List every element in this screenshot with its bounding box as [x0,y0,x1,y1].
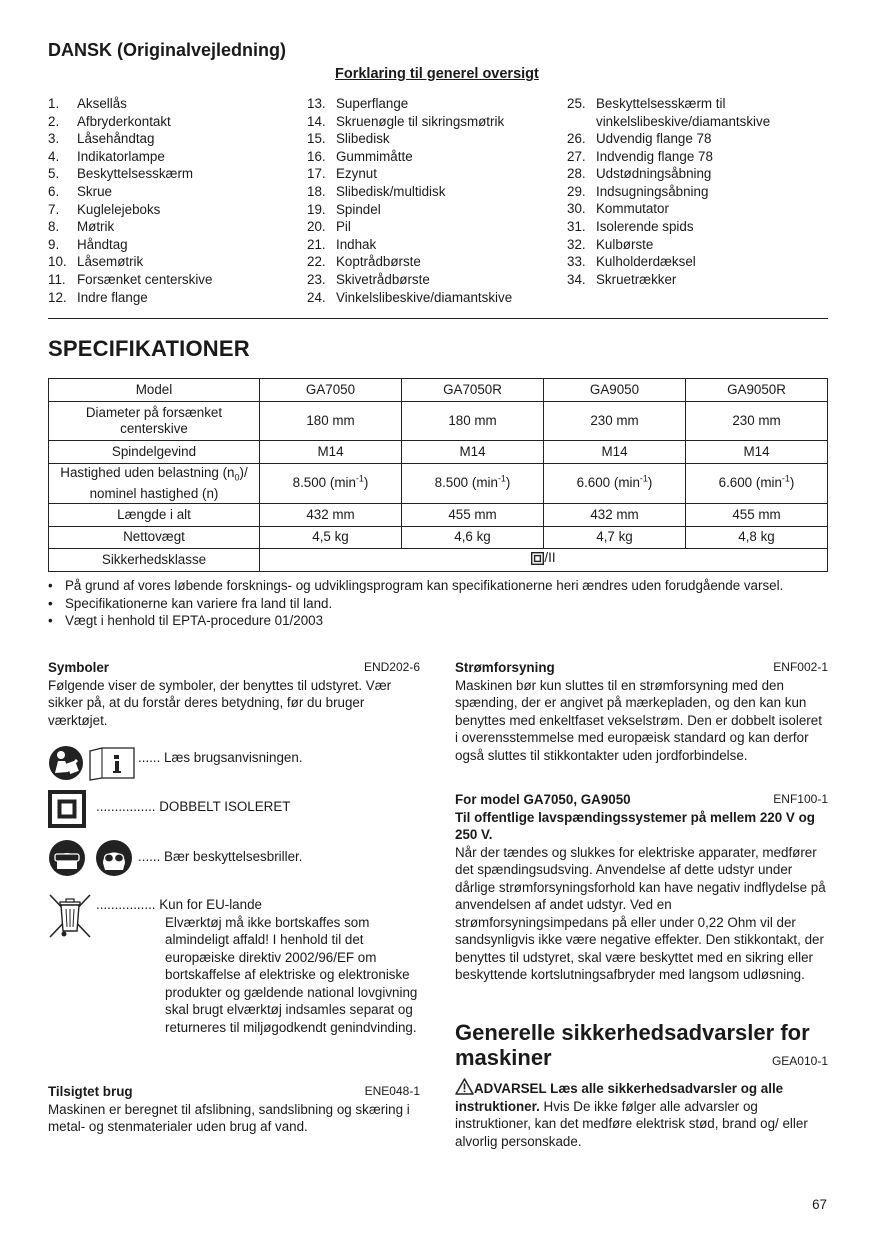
table-cell: M14 [686,441,828,464]
section-subtitle: Til offentlige lavspændingssystemer på mellem 220 V og 250 V. [455,809,815,842]
section-title: Strømforsyning [455,660,555,675]
list-item: 18. Slibedisk/multidisk [307,183,446,199]
paragraph: Maskinen bør kun sluttes til en strømforsyning med den spænding, der er angivet på mærkepladen, og den kan kun benyttes med enkeltfaset vekselstrøm. Den er dobbelt isoleret i overensstemmelse med europæisk standard og kan derfor også sluttes til stikkontakter uden jordforbindelse. [455,677,822,763]
table-row [49,504,828,527]
list-item: 13. Superflange [307,96,409,111]
list-item: 19. Spindel [307,201,381,217]
table-cell: GA7050 [260,379,402,402]
language-title: DANSK (Originalvejledning) [48,40,287,60]
list-item: 32. Kulbørste [567,236,654,252]
table-cell: 8.500 $(\min^{-1})$ [260,464,402,504]
table-cell: 432 mm [260,504,402,527]
list-item: 28. Udstødningsåbning [567,166,712,182]
table-cell: GA7050R [402,379,544,402]
table-cell: 6.600 $(\min^{-1})$ [686,464,828,504]
overview-column-1 [48,95,298,306]
list-item: 30. Kommutator [567,201,669,217]
list-item: 22. Koptrådbørste [307,254,421,270]
list-item: 27. Indvendig flange 78 [567,148,713,164]
symbol-eu-disposal: ................ Kun for EU-lande Elværktøj må ikke bortskaffes som almindeligt affald! I henhold til det europæiske direktiv 2002/96/EF om bortskaffelse af elektriske og elektroniske produkter og gældende national lovgivning skal brugt elværktøj indsamles separat og returneres til miljøgodkendt genindvinding. [48,893,416,1036]
list-item: • Specifikationerne kan variere fra land til land. [48,595,333,611]
symbol-double-insulated: ................ DOBBELT ISOLERET [48,790,290,828]
list-item: 11. Forsænket centerskive [48,271,213,287]
table-cell: /II [260,549,828,572]
section-title: maskiner [455,1045,552,1070]
list-item: 12. Indre flange [48,289,148,305]
symbols-section [48,659,420,729]
table-cell: 180 mm [260,402,402,441]
table-cell: 432 mm [544,504,686,527]
table-cell: 6.600 $(\min^{-1})$ [544,464,686,504]
section-code: ENF002-1 [773,660,828,674]
table-cell: 4,8 kg [686,527,828,549]
section-code: ENF100-1 [773,792,828,806]
table-cell: M14 [402,441,544,464]
table-cell: Hastighed uden belastning $(n_0)/$ nominel hastighed (n) [49,464,260,504]
list-item: 25. Beskyttelsesskærm til vinkelslibeskive/diamantskive [567,96,771,129]
table-cell: Diameter på forsænket centerskive [49,402,260,441]
list-item: 21. Indhak [307,236,377,252]
section-title: For model GA7050, GA9050 [455,792,631,807]
table-row [49,464,828,504]
divider [48,318,828,319]
list-item: 5. Beskyttelsesskærm [48,166,194,182]
table-cell: 4,7 kg [544,527,686,549]
section-title: Symboler [48,660,110,675]
table-cell: Model [49,379,260,402]
safety-goggles-icon [48,839,136,877]
table-cell: M14 [544,441,686,464]
list-item: 15. Slibedisk [307,131,390,147]
warning-icon [455,1078,474,1095]
list-item: 20. Pil [307,219,351,235]
table-row [49,379,828,402]
specifications-table [48,378,828,572]
list-item: • På grund af vores løbende forsknings- og udviklingsprogram kan specifikationerne heri ændres uden forudgående varsel. [48,578,784,593]
table-cell: 180 mm [402,402,544,441]
table-cell: 455 mm [686,504,828,527]
double-insulation-icon [531,552,544,565]
list-item: 33. Kulholderdæksel [567,254,696,270]
paragraph: Når der tændes og slukkes for elektriske apparater, medfører det spændingsudsving. Anvendelse af dette udstyr under dårlige strømforsyningsforhold kan have negativ indflydelse på anvendelsen af andet udstyr. Ved en strømforsyningsimpedans på eller under 0,22 Ohm vil der sandsynligvis ikke være negative effekter. Den stikkontakt, der benyttes til udstyret, skal være beskyttet med en sikring eller beskyttende kortslutningsafbryder med langsom udløsning. [455,844,826,982]
list-item: 34. Skruetrækker [567,271,677,287]
list-item: 9. Håndtag [48,236,128,252]
symbol-goggles: ...... Bær beskyttelsesbriller. [48,839,302,877]
overview-column-2 [307,95,557,306]
table-row [49,402,828,441]
symbol-read-manual: ...... Læs brugsanvisningen. [48,745,303,781]
table-cell: 230 mm [544,402,686,441]
list-item: 4. Indikatorlampe [48,148,165,164]
public-low-voltage-section [455,791,828,984]
table-cell: GA9050 [544,379,686,402]
paragraph: Maskinen er beregnet til afslibning, sandslibning og skæring i metal- og stenmaterialer uden brug af vand. [48,1101,410,1134]
double-insulation-icon [48,790,86,828]
list-item: 14. Skruenøgle til sikringsmøtrik [307,113,505,129]
paragraph: Elværktøj må ikke bortskaffes som almindeligt affald! I henhold til det europæiske direktiv 2002/96/EF om bortskaffelse af elektriske og elektroniske produkter og gældende national lovgivning skal brugt elværktøj indsamles separat og returneres til miljøgodkendt genindvinding. [165,914,418,1035]
list-item: 31. Isolerende spids [567,218,694,234]
table-cell: Nettovægt [49,527,260,549]
list-item: 1. Aksellås [48,96,127,111]
list-item: 23. Skivetrådbørste [307,271,430,287]
crossed-bin-icon [48,893,92,939]
table-cell: M14 [260,441,402,464]
section-title: Tilsigtet brug [48,1084,133,1099]
table-row [49,441,828,464]
table-row [49,527,828,549]
list-item: 3. Låsehåndtag [48,131,155,147]
list-item: • Vægt i henhold til EPTA-procedure 01/2003 [48,613,324,628]
list-item: 29. Indsugningsåbning [567,183,709,199]
section-code: END202-6 [363,660,420,674]
table-cell: 8.500 $(\min^{-1})$ [402,464,544,504]
section-code: GEA010-1 [771,1053,828,1068]
list-item: 17. Ezynut [307,166,377,182]
paragraph: ADVARSEL Læs alle sikkerhedsadvarsler og alle instruktioner. Hvis De ikke følger alle advarsler og instruktioner, kan det medføre elektrisk stød, brand og/ eller alvorlig personskade. [455,1078,828,1150]
list-item: 26. Udvendig flange 78 [567,131,712,146]
list-item: 7. Kuglelejeboks [48,201,161,217]
specifications-title: SPECIFIKATIONER [48,336,250,361]
spec-notes [48,577,828,630]
list-item: 10. Låsemøtrik [48,254,144,270]
list-item: 2. Afbryderkontakt [48,113,171,129]
table-cell: 4,5 kg [260,527,402,549]
table-cell: 230 mm [686,402,828,441]
overview-column-3 [567,95,829,288]
table-cell: Spindelgevind [49,441,260,464]
list-item: 24. Vinkelslibeskive/diamantskive [307,289,513,305]
table-row [49,549,828,572]
read-manual-icon [48,745,136,781]
table-cell: Sikkerhedsklasse [49,549,260,572]
list-item: 8. Møtrik [48,219,115,235]
table-cell: 455 mm [402,504,544,527]
table-cell: 4,6 kg [402,527,544,549]
paragraph: Følgende viser de symboler, der benyttes til udstyret. Vær sikker på, at du forstår deres betydning, før du bruger værktøjet. [48,677,392,728]
section-title: Generelle sikkerhedsadvarsler for [455,1020,810,1045]
power-supply-section [455,659,828,764]
general-safety-section [455,1020,828,1150]
section-code: ENE048-1 [364,1084,420,1098]
list-item: 6. Skrue [48,183,112,199]
intended-use-section [48,1083,420,1136]
list-item: 16. Gummimåtte [307,148,413,164]
page-number: 67 [812,1197,827,1212]
overview-title: Forklaring til generel oversigt [335,66,539,82]
table-cell: Længde i alt [49,504,260,527]
table-cell: GA9050R [686,379,828,402]
